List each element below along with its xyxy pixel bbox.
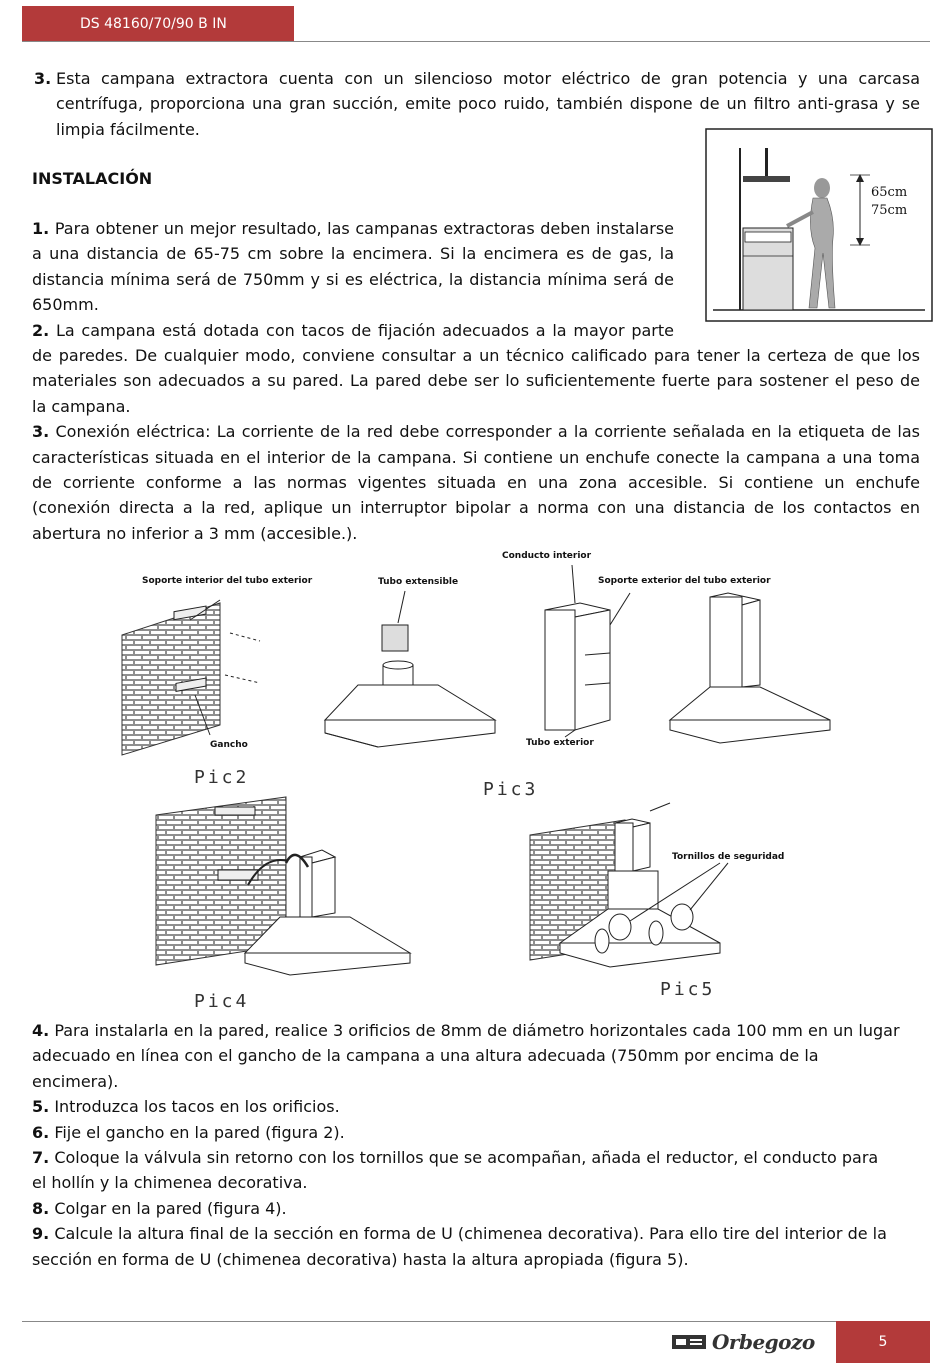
pic2-figure bbox=[122, 576, 313, 755]
pic3-caption: Pic3 bbox=[483, 779, 539, 800]
label-tornillos: Tornillos de seguridad bbox=[672, 852, 785, 862]
step-5-number: 5. bbox=[32, 1097, 50, 1117]
step-3-line-4: (conexión directa a la red, aplique un interruptor bipolar a norma con una distancia de los contactos en bbox=[32, 498, 920, 518]
install-steps-top bbox=[32, 216, 920, 546]
step-7-number: 7. bbox=[32, 1148, 50, 1168]
step-7 bbox=[32, 1145, 912, 1170]
pic2-caption: Pic2 bbox=[194, 767, 250, 788]
label-tubo-extensible: Tubo extensible bbox=[378, 577, 459, 587]
step-1-line-3: distancia mínima será de 750mm y si es eléctrica, la distancia mínima será de bbox=[32, 269, 674, 289]
step-3-line-3: de corriente conforme a las normas vigentes situada en una zona accesible. Si contiene un enchufe bbox=[32, 473, 920, 493]
step-3-number: 3. bbox=[32, 422, 50, 442]
page-number: 5 bbox=[878, 1334, 888, 1350]
step-3-line-2: características situada en el interior de la campana. Si contiene un enchufe conecte la campana a una toma bbox=[32, 447, 920, 467]
step-9-line-1: Calcule la altura final de la sección en forma de U (chimenea decorativa). Para ello tire del interior de la bbox=[54, 1224, 887, 1244]
step-2-number: 2. bbox=[32, 320, 50, 340]
height-label-65: 65cm bbox=[871, 185, 908, 200]
header-rule bbox=[22, 41, 930, 42]
step-4-line-1: Para instalarla en la pared, realice 3 orificios de 8mm de diámetro horizontales cada 100 mm en un lugar bbox=[54, 1021, 900, 1040]
step-4-line-3: encimera). bbox=[32, 1071, 119, 1091]
step-5 bbox=[32, 1094, 912, 1119]
step-3-line-1: Conexión eléctrica: La corriente de la red debe corresponder a la corriente señalada en la etiqueta de las bbox=[55, 422, 921, 442]
install-steps-bottom bbox=[32, 1018, 912, 1272]
step-4 bbox=[32, 1018, 912, 1043]
step-8 bbox=[32, 1196, 912, 1221]
step-2-line-2: de paredes. De cualquier modo, conviene consultar a un técnico calificado para tener la certeza de que los bbox=[32, 346, 920, 366]
section-title: INSTALACIÓN bbox=[32, 169, 153, 188]
step-6-line-1: Fije el gancho en la pared (figura 2). bbox=[54, 1122, 345, 1142]
brand-emblem-icon bbox=[672, 1333, 706, 1351]
footer-rule bbox=[22, 1321, 930, 1322]
step-2-line-1: La campana está dotada con tacos de fijación adecuados a la mayor parte bbox=[55, 320, 674, 340]
step-5-line-1: Introduzca los tacos en los orificios. bbox=[54, 1097, 340, 1117]
brand-logo bbox=[672, 1330, 815, 1354]
step-6 bbox=[32, 1120, 912, 1145]
pic4-caption: Pic4 bbox=[194, 991, 250, 1012]
height-label-75: 75cm bbox=[871, 203, 908, 218]
document-header-model bbox=[22, 6, 294, 42]
step-2 bbox=[32, 318, 674, 343]
intro-line-2: centrífuga, proporciona una gran succión, emite poco ruido, también dispone de un filtro anti-grasa y se bbox=[56, 94, 920, 114]
step-2-line-3: materiales son adecuados a su pared. La pared debe ser lo suficientemente fuerte para sostener el peso de bbox=[32, 371, 920, 391]
step-1-line-1: Para obtener un mejor resultado, las campanas extractoras deben instalarse bbox=[54, 219, 674, 238]
pic4-figure bbox=[156, 797, 410, 975]
label-conducto-interior: Conducto interior bbox=[502, 551, 592, 561]
step-7-line-2: el hollín y la chimenea decorativa. bbox=[32, 1173, 308, 1193]
step-7-line-1: Coloque la válvula sin retorno con los tornillos que se acompañan, añada el reductor, el conducto para bbox=[54, 1148, 879, 1168]
intro-line-3: limpia fácilmente. bbox=[56, 119, 200, 139]
step-9-number: 9. bbox=[32, 1224, 50, 1244]
brand-name: Orbegozo bbox=[712, 1330, 815, 1354]
step-2-line-4: la campana. bbox=[32, 396, 131, 416]
step-1-line-2: a una distancia de 65-75 cm sobre la encimera. Si la encimera es de gas, la bbox=[32, 244, 674, 264]
step-1-number: 1. bbox=[32, 219, 50, 238]
step-6-number: 6. bbox=[32, 1122, 50, 1142]
step-1 bbox=[32, 216, 674, 241]
label-gancho: Gancho bbox=[210, 740, 248, 750]
step-1-line-4: 650mm. bbox=[32, 295, 99, 315]
model-label: DS 48160/70/90 B IN bbox=[80, 16, 227, 32]
intro-number: 3. bbox=[34, 69, 52, 88]
pic5-figure bbox=[530, 803, 784, 967]
step-8-line-1: Colgar en la pared (figura 4). bbox=[54, 1198, 287, 1218]
pic2-hood bbox=[325, 577, 495, 747]
intro-line-1: Esta campana extractora cuenta con un silencioso motor eléctrico de gran potencia y una carcasa bbox=[56, 69, 920, 88]
step-4-line-2: adecuado en línea con el gancho de la campana a una altura adecuada (750mm por encima de la bbox=[32, 1046, 819, 1066]
label-soporte-interior: Soporte interior del tubo exterior bbox=[142, 576, 313, 586]
page-number-box bbox=[836, 1321, 930, 1363]
step-8-number: 8. bbox=[32, 1198, 50, 1218]
step-9-line-2: sección en forma de U (chimenea decorativa) hasta la altura apropiada (figura 5). bbox=[32, 1249, 689, 1269]
label-tubo-exterior: Tubo exterior bbox=[526, 738, 594, 748]
installation-figures bbox=[110, 545, 850, 1015]
step-9 bbox=[32, 1221, 912, 1246]
pic3-hood bbox=[670, 593, 830, 743]
step-4-number: 4. bbox=[32, 1021, 50, 1040]
step-3-line-5: abertura no inferior a 3 mm (accesible.). bbox=[32, 523, 358, 543]
pic5-caption: Pic5 bbox=[660, 979, 716, 1000]
label-soporte-exterior: Soporte exterior del tubo exterior bbox=[598, 576, 771, 586]
step-3 bbox=[32, 419, 920, 444]
